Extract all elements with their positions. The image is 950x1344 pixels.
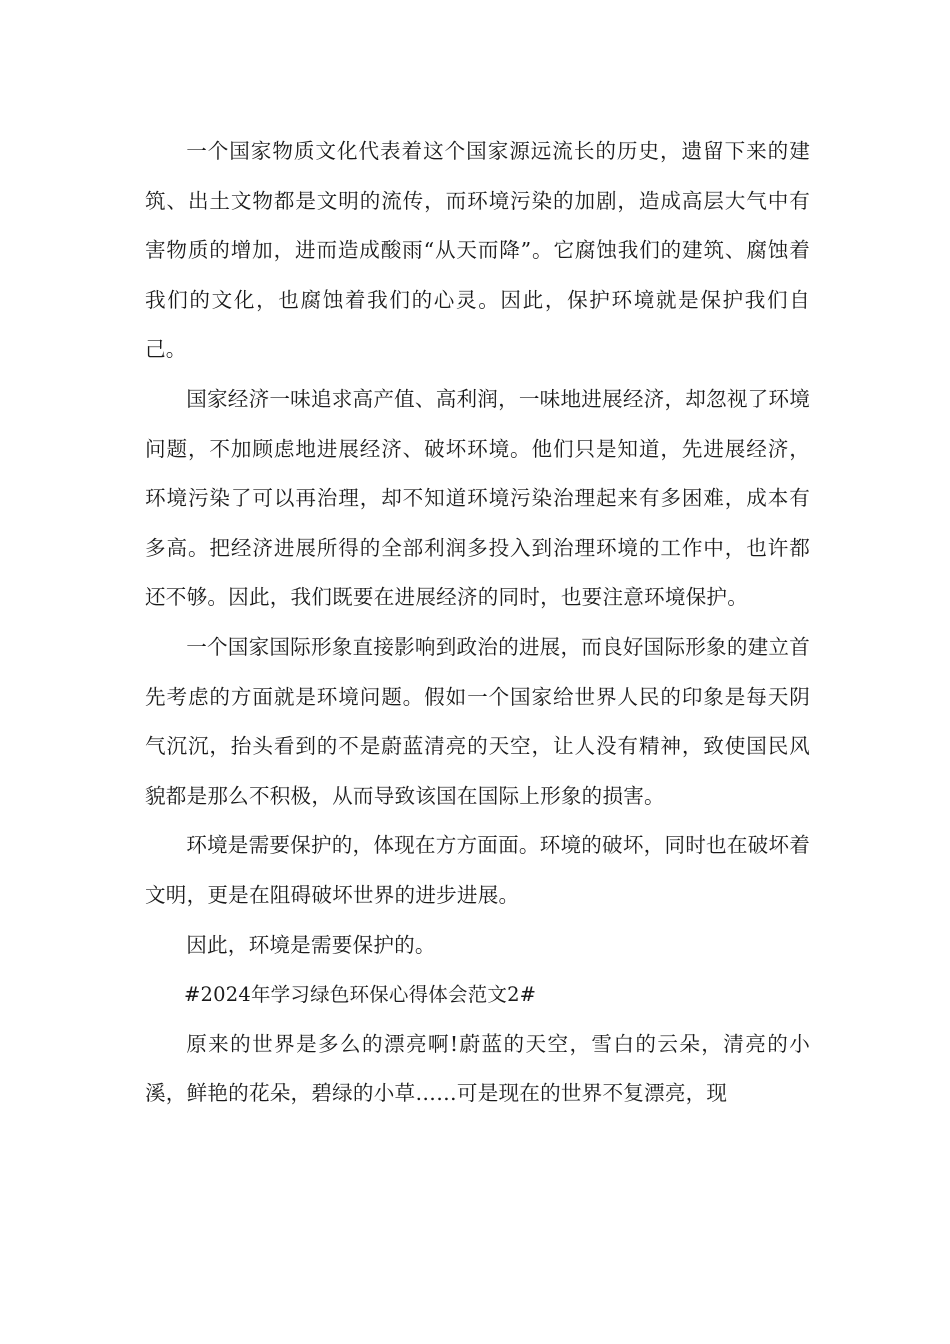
paragraph-economy: 国家经济一味追求高产值、高利润，一味地进展经济，却忽视了环境问题，不加顾虑地进展经济、破坏环境。他们只是知道，先进展经济，环境污染了可以再治理，却不知道环境污染治理起来有多困难，成本有多高。把经济进展所得的全部利润多投入到治理环境的工作中，也许都还不够。因此，我们既要在进展经济的同时，也要注意环境保护。 [145,386,810,610]
paragraph-cultural-heritage: 一个国家物质文化代表着这个国家源远流长的历史，遗留下来的建筑、出土文物都是文明的流传，而环境污染的加剧，造成高层大气中有害物质的增加，进而造成酸雨“从天而降”。它腐蚀我们的建筑、腐蚀着我们的文化，也腐蚀着我们的心灵。因此，保护环境就是保护我们自己。 [145,139,810,362]
paragraph-international-image: 一个国家国际形象直接影响到政治的进展，而良好国际形象的建立首先考虑的方面就是环境问题。假如一个国家给世界人民的印象是每天阴气沉沉，抬头看到的不是蔚蓝清亮的天空，让人没有精神，致使国民风貌都是那么不积极，从而导致该国在国际上形象的损害。 [145,634,810,808]
paragraph-protection-aspects: 环境是需要保护的，体现在方方面面。环境的破坏，同时也在破坏着文明，更是在阻碍破坏世界的进步进展。 [145,833,810,907]
paragraph-essay-2-opening: 原来的世界是多么的漂亮啊!蔚蓝的天空，雪白的云朵，清亮的小溪，鲜艳的花朵，碧绿的小草……可是现在的世界不复漂亮，现 [145,1031,810,1106]
section-heading: #2024年学习绿色环保心得体会范文2# [184,983,537,1007]
paragraph-conclusion: 因此，环境是需要保护的。 [186,932,436,957]
document-body [145,127,810,1119]
